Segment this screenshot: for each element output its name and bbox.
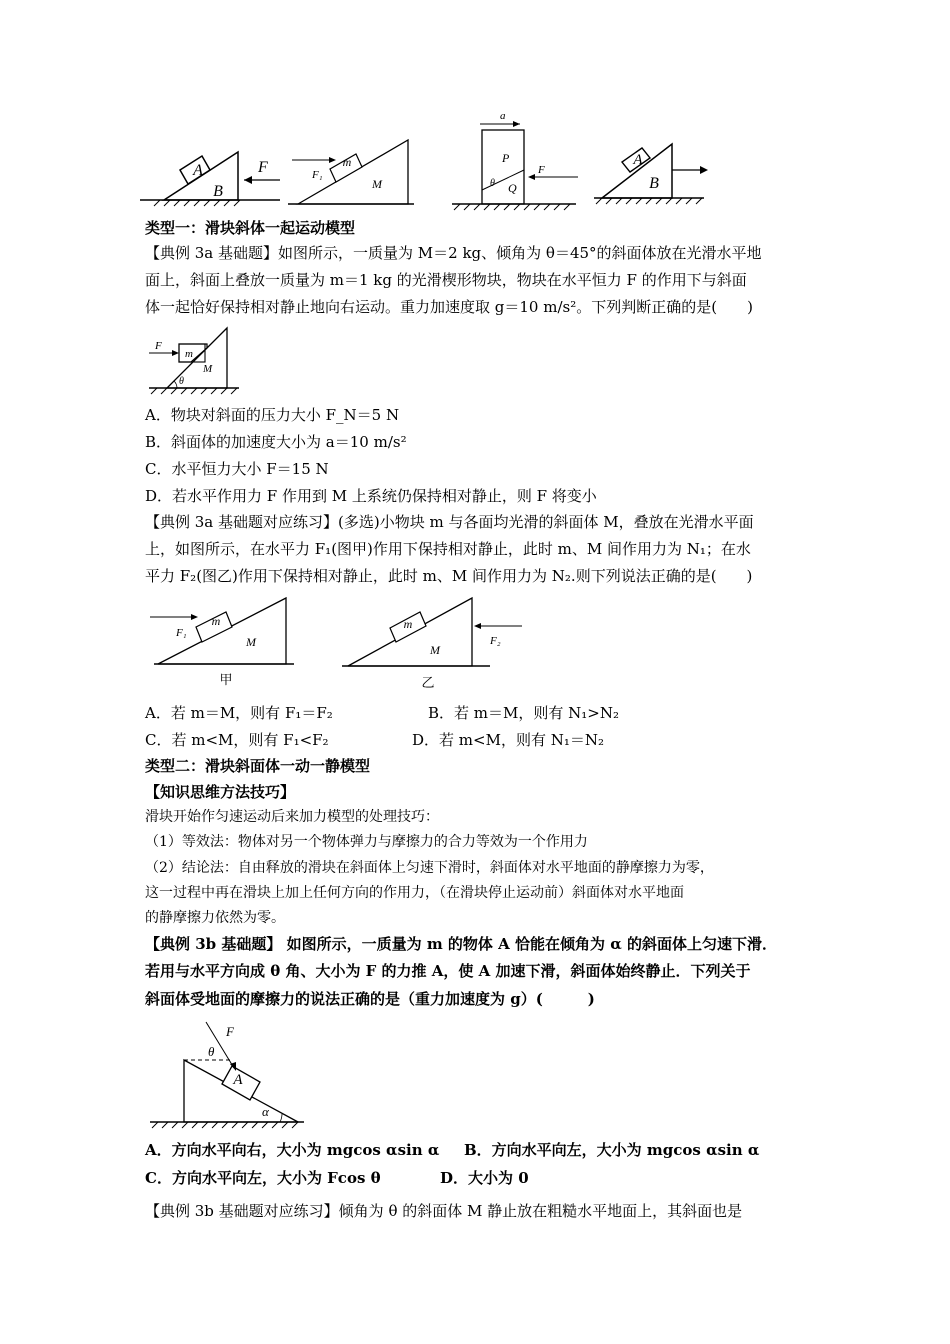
practice-3a-line-1: 【典例 3a 基础题对应练习】(多选)小物块 m 与各面均光滑的斜面体 M，叠放在光滑水平面 bbox=[145, 513, 754, 531]
svg-text:m: m bbox=[211, 614, 221, 628]
practice-3b-line-1: 【典例 3b 基础题对应练习】倾角为 θ 的斜面体 M 静止放在粗糙水平地面上，其斜面也是 bbox=[145, 1202, 743, 1220]
svg-text:M: M bbox=[430, 643, 440, 657]
label-b: B bbox=[213, 183, 223, 200]
figure-1-wedge-ab bbox=[140, 148, 290, 210]
figure-3a bbox=[145, 322, 245, 396]
option-practice-c: C．若 m<M，则有 F₁<F₂ bbox=[145, 731, 329, 749]
svg-text:α: α bbox=[262, 1104, 269, 1119]
caption-yi: 乙 bbox=[421, 675, 435, 690]
tips-line-1: 滑块开始作匀速运动后来加力模型的处理技巧： bbox=[145, 809, 439, 825]
option-3a-c: C．水平恒力大小 F＝15 N bbox=[145, 460, 329, 478]
svg-text:A: A bbox=[633, 152, 643, 168]
section-2-heading: 类型二：滑块斜面体一动一静模型 bbox=[145, 757, 371, 775]
example-3a-line-1: 【典例 3a 基础题】如图所示，一质量为 M＝2 kg、倾角为 θ＝45°的斜面体放在光滑水平地 bbox=[145, 244, 762, 262]
option-practice-b: B．若 m＝M，则有 N₁>N₂ bbox=[428, 704, 619, 722]
option-3a-a: A．物块对斜面的压力大小 F_N＝5 N bbox=[145, 406, 400, 424]
section-1-heading: 类型一：滑块斜体一起运动模型 bbox=[145, 219, 356, 237]
svg-text:m: m bbox=[342, 155, 352, 169]
svg-text:F: F bbox=[226, 1024, 234, 1039]
practice-3a-line-2: 上，如图所示，在水平力 F₁(图甲)作用下保持相对静止，此时 m、M 间作用力为 N₁；在水 bbox=[145, 540, 751, 558]
figure-3-box-pq bbox=[450, 110, 590, 212]
option-3b-b: B．方向水平向左，大小为 mgcos αsin α bbox=[464, 1141, 760, 1159]
caption-jia: 甲 bbox=[219, 672, 233, 687]
figure-jia bbox=[150, 592, 300, 692]
svg-text:B: B bbox=[649, 175, 659, 192]
svg-text:M: M bbox=[372, 177, 382, 191]
svg-text:P: P bbox=[502, 151, 510, 165]
svg-text:θ: θ bbox=[179, 376, 184, 387]
svg-text:θ: θ bbox=[208, 1044, 215, 1059]
tips-line-3: （2）结论法：自由释放的滑块在斜面体上匀速下滑时，斜面体对水平地面的静摩擦力为零， bbox=[145, 860, 714, 876]
figure-3b bbox=[148, 1018, 308, 1132]
svg-text:M: M bbox=[246, 635, 256, 649]
svg-text:F₁: F₁ bbox=[312, 169, 323, 181]
option-3a-d: D．若水平作用力 F 作用到 M 上系统仍保持相对静止，则 F 将变小 bbox=[145, 487, 597, 505]
example-3a-line-2: 面上，斜面上叠放一质量为 m＝1 kg 的光滑楔形物块，物块在水平恒力 F 的作用下与斜面 bbox=[145, 271, 747, 289]
svg-text:M: M bbox=[203, 363, 213, 375]
tips-line-5: 的静摩擦力依然为零。 bbox=[145, 910, 285, 926]
example-3b-line-1: 【典例 3b 基础题】 如图所示，一质量为 m 的物体 A 恰能在倾角为 α 的斜面体上匀速下滑． bbox=[145, 935, 777, 953]
svg-text:a: a bbox=[500, 110, 506, 122]
tips-line-4: 这一过程中再在滑块上加上任何方向的作用力，（在滑块停止运动前）斜面体对水平地面 bbox=[145, 885, 684, 901]
example-3b-line-3: 斜面体受地面的摩擦力的说法正确的是（重力加速度为 g）( ) bbox=[145, 990, 595, 1008]
tips-line-2: （1）等效法：物体对另一个物体弹力与摩擦力的合力等效为一个作用力 bbox=[145, 834, 588, 850]
svg-text:Q: Q bbox=[508, 181, 517, 195]
tips-heading: 【知识思维方法技巧】 bbox=[145, 783, 296, 801]
option-3b-a: A．方向水平向右，大小为 mgcos αsin α bbox=[145, 1141, 440, 1159]
figure-2-slope-f1 bbox=[288, 138, 418, 212]
label-f: F bbox=[258, 159, 268, 176]
example-3a-line-3: 体一起恰好保持相对静止地向右运动。重力加速度取 g＝10 m/s²。下列判断正确的是( ) bbox=[145, 298, 753, 316]
svg-text:F₂: F₂ bbox=[490, 635, 501, 647]
option-practice-d: D．若 m<M，则有 N₁＝N₂ bbox=[412, 731, 604, 749]
svg-text:m: m bbox=[185, 348, 193, 360]
svg-text:θ: θ bbox=[490, 178, 495, 189]
figure-4-wedge-ab bbox=[592, 138, 712, 210]
figure-yi bbox=[340, 592, 530, 692]
svg-text:m: m bbox=[403, 617, 413, 631]
option-3b-d: D．大小为 0 bbox=[440, 1169, 529, 1187]
example-3b-line-2: 若用与水平方向成 θ 角、大小为 F 的力推 A，使 A 加速下滑，斜面体始终静止．下列关于 bbox=[145, 962, 751, 980]
option-practice-a: A．若 m＝M，则有 F₁＝F₂ bbox=[145, 704, 333, 722]
option-3a-b: B．斜面体的加速度大小为 a＝10 m/s² bbox=[145, 433, 407, 451]
svg-text:F: F bbox=[155, 340, 162, 352]
option-3b-c: C．方向水平向左，大小为 Fcos θ bbox=[145, 1169, 381, 1187]
svg-text:F: F bbox=[538, 164, 545, 176]
practice-3a-line-3: 平力 F₂(图乙)作用下保持相对静止，此时 m、M 间作用力为 N₂.则下列说法正确的是( ) bbox=[145, 567, 753, 585]
svg-text:F₁: F₁ bbox=[176, 627, 187, 639]
label-a: A bbox=[193, 162, 203, 179]
svg-text:A: A bbox=[233, 1072, 243, 1088]
